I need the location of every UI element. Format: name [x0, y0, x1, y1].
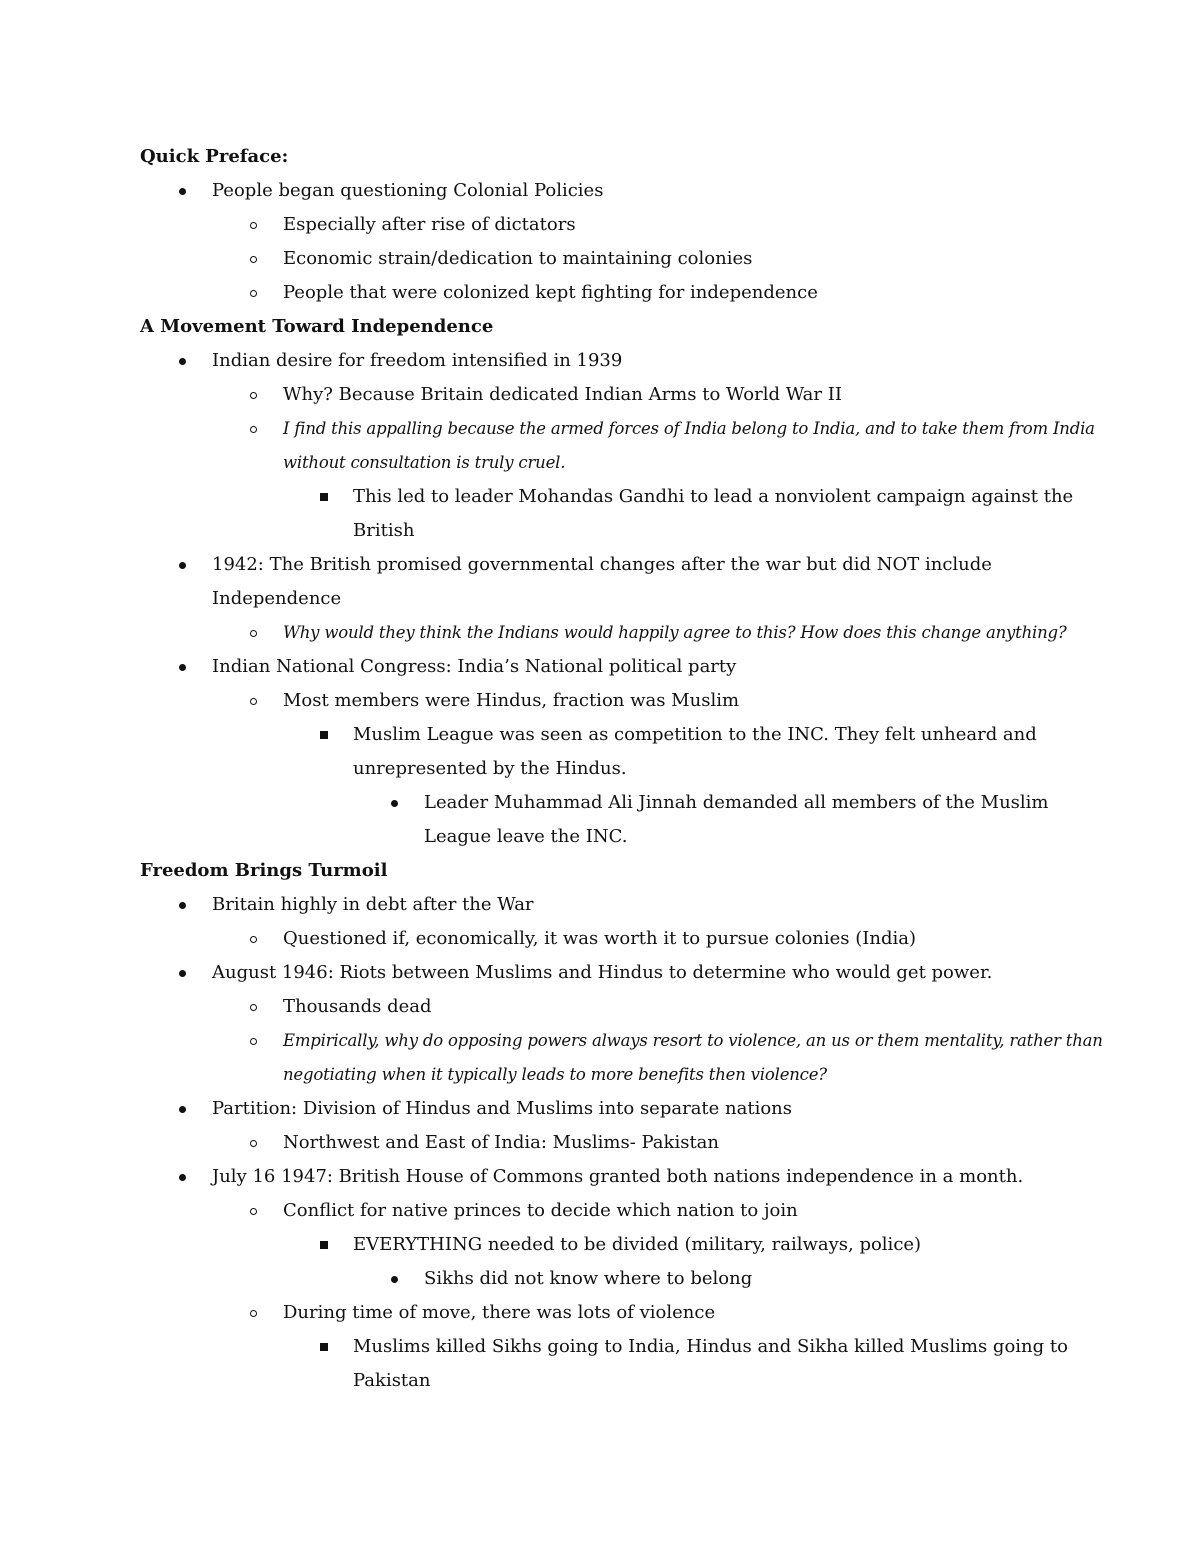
list-item-text: Especially after rise of dictators [283, 214, 576, 235]
bullet-circle-icon [250, 698, 257, 705]
bullet-square-icon [320, 731, 328, 739]
list-item-text: Indian National Congress: India’s National political party [212, 656, 737, 677]
list-item-text: Sikhs did not know where to belong [424, 1268, 753, 1289]
bullet-circle-icon [250, 392, 257, 399]
list-item-text: Independence [212, 588, 342, 609]
list-item-text: Economic strain/dedication to maintaining colonies [283, 248, 753, 269]
list-item-text: This led to leader Mohandas Gandhi to lead a nonviolent campaign against the [353, 486, 1074, 507]
list-item-text: Thousands dead [283, 996, 432, 1017]
list-item-text: British [353, 520, 415, 541]
bullet-square-icon [320, 1343, 328, 1351]
bullet-circle-icon [250, 290, 257, 297]
bullet-circle-icon [250, 630, 257, 637]
bullet-square-icon [320, 493, 328, 501]
list-item-text: August 1946: Riots between Muslims and Hindus to determine who would get power. [212, 962, 993, 983]
bullet-dot-icon [179, 1174, 186, 1181]
bullet-circle-icon [250, 1038, 257, 1045]
bullet-dot-icon [179, 562, 186, 569]
bullet-dot-icon [179, 970, 186, 977]
list-item-text: Why would they think the Indians would happily agree to this? How does this change anything? [283, 623, 1067, 642]
list-item-text: Pakistan [353, 1370, 431, 1391]
list-item-text: 1942: The British promised governmental changes after the war but did NOT include [212, 554, 992, 575]
bullet-dot-icon [179, 358, 186, 365]
list-item-text: EVERYTHING needed to be divided (military, railways, police) [353, 1234, 922, 1255]
list-item-text: Muslim League was seen as competition to the INC. They felt unheard and [353, 724, 1037, 745]
list-item-text: People began questioning Colonial Policies [212, 180, 604, 201]
list-item-text: Most members were Hindus, fraction was Muslim [283, 690, 740, 711]
list-item-text: People that were colonized kept fighting for independence [283, 282, 818, 303]
bullet-circle-icon [250, 222, 257, 229]
list-item-text: During time of move, there was lots of violence [283, 1302, 716, 1323]
list-item-text: Conflict for native princes to decide which nation to join [283, 1200, 798, 1221]
list-item-text: unrepresented by the Hindus. [353, 758, 627, 779]
bullet-square-icon [320, 1241, 328, 1249]
bullet-dot-icon [179, 902, 186, 909]
bullet-dot-icon [391, 800, 398, 807]
bullet-dot-icon [179, 1106, 186, 1113]
section-heading: Quick Preface: [140, 146, 289, 167]
bullet-circle-icon [250, 1310, 257, 1317]
list-item-text: Why? Because Britain dedicated Indian Arms to World War II [283, 384, 842, 405]
bullet-circle-icon [250, 1004, 257, 1011]
list-item-text: Partition: Division of Hindus and Muslims into separate nations [212, 1098, 793, 1119]
list-item-text: Questioned if, economically, it was worth it to pursue colonies (India) [283, 928, 917, 949]
list-item-text: I find this appalling because the armed forces of India belong to India, and to take them from India [283, 419, 1095, 438]
section-heading: Freedom Brings Turmoil [140, 860, 388, 881]
list-item-text: July 16 1947: British House of Commons granted both nations independence in a month. [212, 1166, 1024, 1187]
bullet-circle-icon [250, 1208, 257, 1215]
bullet-dot-icon [391, 1276, 398, 1283]
bullet-circle-icon [250, 256, 257, 263]
list-item-text: Britain highly in debt after the War [212, 894, 534, 915]
section-heading: A Movement Toward Independence [140, 316, 494, 337]
bullet-circle-icon [250, 1140, 257, 1147]
list-item-text: Northwest and East of India: Muslims- Pakistan [283, 1132, 719, 1153]
list-item-text: League leave the INC. [424, 826, 628, 847]
list-item-text: Leader Muhammad Ali Jinnah demanded all members of the Muslim [424, 792, 1049, 813]
bullet-dot-icon [179, 664, 186, 671]
list-item-text: without consultation is truly cruel. [283, 453, 566, 472]
list-item-text: Muslims killed Sikhs going to India, Hindus and Sikha killed Muslims going to [353, 1336, 1068, 1357]
list-item-text: Indian desire for freedom intensified in 1939 [212, 350, 623, 371]
list-item-text: negotiating when it typically leads to more benefits then violence? [283, 1065, 827, 1084]
bullet-circle-icon [250, 936, 257, 943]
bullet-circle-icon [250, 426, 257, 433]
bullet-dot-icon [179, 188, 186, 195]
list-item-text: Empirically, why do opposing powers always resort to violence, an us or them mentality, rather than [283, 1031, 1103, 1050]
